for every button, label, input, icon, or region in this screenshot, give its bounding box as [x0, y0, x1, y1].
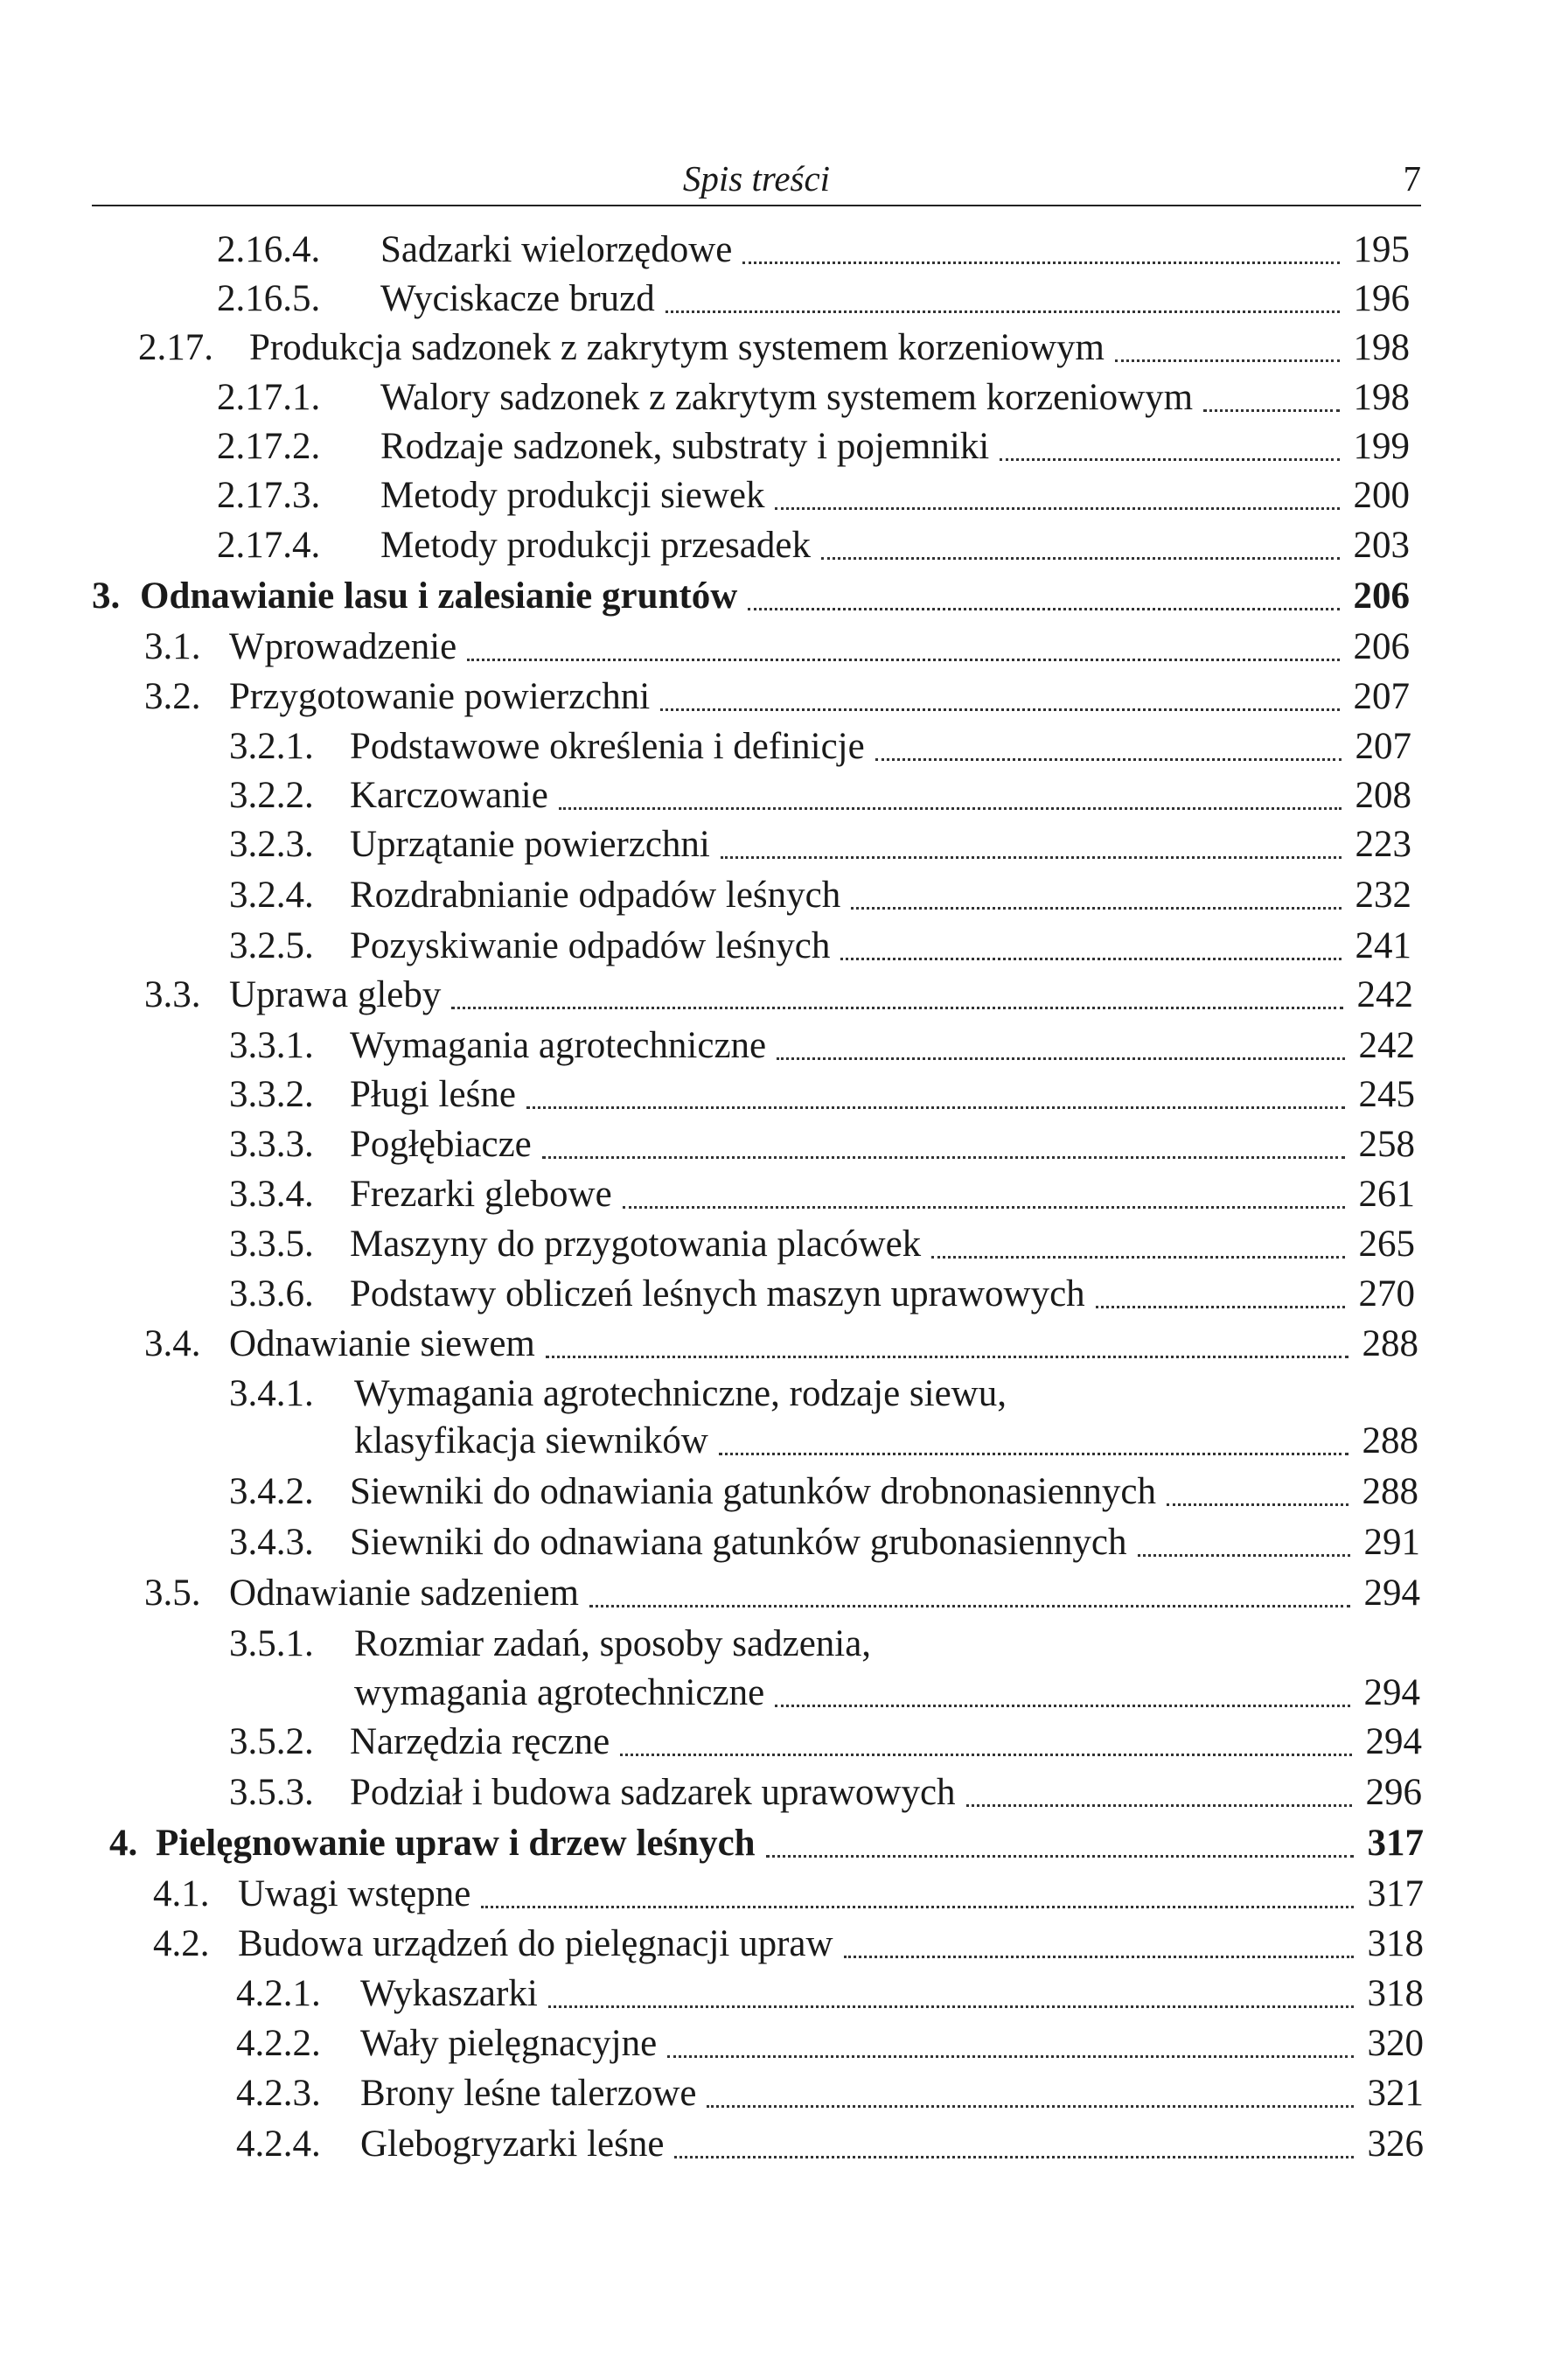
toc-entry-number: 2.17.3.	[217, 475, 321, 516]
dot-leader	[660, 708, 1340, 711]
toc-entry	[153, 1870, 1424, 1919]
dot-leader	[1203, 409, 1340, 412]
toc-entry-number: 3.3.5.	[229, 1224, 314, 1265]
running-title: Spis treści	[682, 158, 831, 199]
dot-leader	[777, 1057, 1345, 1060]
toc-entry	[217, 471, 1410, 520]
toc-entry-number: 3.2.4.	[229, 875, 314, 916]
toc-entry	[229, 771, 1411, 820]
toc-entry-page: 296	[1365, 1772, 1422, 1813]
toc-entry-page: 195	[1353, 229, 1410, 270]
dot-leader	[548, 2005, 1354, 2008]
toc-entry	[217, 226, 1410, 275]
toc-entry	[236, 2069, 1424, 2118]
toc-entry-page: 242	[1358, 1025, 1415, 1066]
dot-leader	[742, 262, 1340, 264]
toc-entry	[144, 1569, 1420, 1618]
toc-entry-number: 2.17.1.	[217, 377, 321, 418]
toc-entry-title: Wymagania agrotechniczne, rodzaje siewu,	[354, 1373, 1007, 1414]
dot-leader	[875, 758, 1342, 761]
toc-entry-title: Odnawianie lasu i zalesianie gruntów	[140, 575, 738, 617]
toc-entry-number: 2.16.4.	[217, 229, 321, 270]
page-number: 7	[1403, 158, 1421, 199]
toc-entry-page: 317	[1367, 1823, 1424, 1864]
dot-leader	[707, 2105, 1354, 2108]
toc-entry-title: Pogłębiacze	[350, 1124, 532, 1165]
toc-entry	[229, 1718, 1422, 1767]
toc-entry-number: 3.4.2.	[229, 1471, 314, 1512]
toc-entry-number: 3.2.2.	[229, 775, 314, 816]
toc-entry-number: 3.4.1.	[229, 1373, 314, 1414]
toc-entry-page: 294	[1363, 1573, 1420, 1614]
dot-leader	[931, 1256, 1345, 1259]
toc-entry-title: Rozmiar zadań, sposoby sadzenia,	[354, 1623, 872, 1664]
toc-entry	[217, 521, 1410, 570]
toc-entry-title: Rodzaje sadzonek, substraty i pojemniki	[380, 426, 990, 467]
toc-entry-page: 208	[1355, 775, 1411, 816]
toc-entry-title: Siewniki do odnawiania gatunków drobnonasiennych	[350, 1471, 1156, 1512]
dot-leader	[666, 310, 1340, 313]
dot-leader	[1000, 458, 1340, 461]
toc-entry-title: Metody produkcji siewek	[380, 475, 765, 516]
toc-entry-title: Odnawianie siewem	[229, 1323, 535, 1364]
toc-entry	[229, 1220, 1415, 1269]
toc-entry-page: 317	[1367, 1873, 1424, 1914]
toc-entry-number: 3.3.6.	[229, 1273, 314, 1315]
toc-entry-title: Narzędzia ręczne	[350, 1721, 610, 1762]
toc-entry-number: 2.17.4.	[217, 525, 321, 566]
toc-entry-page: 261	[1358, 1174, 1415, 1215]
toc-entry-title: Uprzątanie powierzchni	[350, 824, 710, 865]
toc-entry-page: 294	[1365, 1721, 1422, 1762]
dot-leader	[559, 807, 1342, 810]
dot-leader	[667, 2055, 1354, 2058]
toc-entry-page: 320	[1367, 2023, 1424, 2064]
toc-entry-title: Pługi leśne	[350, 1074, 516, 1115]
toc-entry-title: Przygotowanie powierzchni	[229, 676, 651, 717]
toc-entry-number: 3.2.1.	[229, 726, 314, 767]
toc-entry-number: 3.5.1.	[229, 1623, 314, 1664]
toc-entry-number: 3.3.2.	[229, 1074, 314, 1115]
toc-entry-number: 3.3.1.	[229, 1025, 314, 1066]
dot-leader	[844, 1956, 1354, 1958]
toc-entry-title: Glebogryzarki leśne	[360, 2123, 665, 2165]
toc-entry-number: 4.2.4.	[236, 2123, 321, 2165]
dot-leader	[542, 1156, 1345, 1159]
toc-entry	[229, 1768, 1422, 1817]
toc-entry-page: 258	[1358, 1124, 1415, 1165]
toc-entry-title: Karczowanie	[350, 775, 548, 816]
dot-leader	[526, 1106, 1345, 1109]
toc-entry-title: Uprawa gleby	[229, 974, 442, 1015]
toc-entry-page: 270	[1358, 1273, 1415, 1315]
toc-entry-number: 3.3.3.	[229, 1124, 314, 1165]
toc-entry	[229, 1468, 1418, 1517]
dot-leader	[451, 1007, 1343, 1009]
toc-entry	[153, 1920, 1424, 1969]
toc-entry-page: 321	[1367, 2073, 1424, 2114]
toc-entry	[229, 820, 1411, 869]
toc-entry-title: Wykaszarki	[360, 1973, 538, 2014]
toc-entry-page: 200	[1353, 475, 1410, 516]
toc-entry	[229, 1120, 1415, 1169]
toc-entry-title: Budowa urządzeń do pielęgnacji upraw	[238, 1923, 833, 1964]
toc-entry-page: 291	[1363, 1522, 1420, 1563]
toc-entry-title: Brony leśne talerzowe	[360, 2073, 697, 2114]
toc-entry-title: Rozdrabnianie odpadów leśnych	[350, 875, 841, 916]
dot-leader	[1096, 1306, 1345, 1308]
toc-entry-title: Maszyny do przygotowania placówek	[350, 1224, 922, 1265]
toc-entry-number: 4.2.1.	[236, 1973, 321, 2014]
toc-entry-page: 198	[1353, 377, 1410, 418]
toc-entry-page: 207	[1355, 726, 1411, 767]
toc-entry-page: 288	[1362, 1323, 1418, 1364]
toc-entry-title: Wały pielęgnacyjne	[360, 2023, 658, 2064]
toc-entry-title: Uwagi wstępne	[238, 1873, 471, 1914]
toc-entry	[229, 1620, 1259, 1669]
toc-entry-title: Wprowadzenie	[229, 626, 457, 667]
toc-entry-number: 4.	[109, 1823, 138, 1864]
toc-entry-number: 3.2.5.	[229, 925, 314, 966]
toc-entry-title: klasyfikacja siewników	[354, 1420, 708, 1461]
dot-leader	[481, 1906, 1354, 1908]
toc-entry-number: 3.	[92, 575, 121, 617]
toc-entry-page: 198	[1353, 327, 1410, 368]
toc-entry	[229, 922, 1411, 971]
dot-leader	[674, 2156, 1354, 2158]
toc-entry	[236, 1970, 1424, 2019]
toc-entry-title: Metody produkcji przesadek	[380, 525, 811, 566]
toc-entry-number: 3.4.	[144, 1323, 201, 1364]
running-header	[92, 150, 1421, 206]
toc-entry-number: 3.5.3.	[229, 1772, 314, 1813]
toc-entry-number: 3.2.3.	[229, 824, 314, 865]
dot-leader	[719, 1453, 1348, 1455]
toc-chapter-entry	[92, 572, 1410, 621]
dot-leader	[840, 958, 1342, 960]
toc-entry-number: 2.17.2.	[217, 426, 321, 467]
dot-leader	[623, 1206, 1345, 1209]
dot-leader	[748, 608, 1340, 610]
toc-entry	[217, 422, 1410, 471]
toc-entry	[144, 623, 1410, 672]
toc-entry-title: Walory sadzonek z zakrytym systemem korzeniowym	[380, 377, 1194, 418]
toc-entry-page: 318	[1367, 1973, 1424, 2014]
toc-entry-number: 3.1.	[144, 626, 201, 667]
toc-entry-number: 4.2.3.	[236, 2073, 321, 2114]
toc-entry-number: 3.3.	[144, 974, 201, 1015]
toc-entry	[236, 2019, 1424, 2068]
dot-leader	[775, 1705, 1350, 1707]
toc-entry-title: Wymagania agrotechniczne	[350, 1025, 767, 1066]
toc-entry-page: 241	[1355, 925, 1411, 966]
toc-entry-page: 196	[1353, 278, 1410, 319]
toc-entry	[217, 373, 1410, 422]
toc-entry	[229, 1669, 1420, 1718]
toc-entry	[229, 1270, 1415, 1319]
toc-entry-title: Podział i budowa sadzarek uprawowych	[350, 1772, 956, 1813]
toc-entry-page: 206	[1353, 626, 1410, 667]
toc-entry	[144, 673, 1410, 722]
toc-entry-number: 4.2.	[153, 1923, 210, 1964]
toc-chapter-entry	[109, 1819, 1424, 1868]
toc-entry-title: Wyciskacze bruzd	[380, 278, 655, 319]
dot-leader	[766, 1855, 1354, 1858]
toc-entry	[144, 971, 1413, 1020]
toc-entry-title: Podstawowe określenia i definicje	[350, 726, 865, 767]
toc-entry-page: 223	[1355, 824, 1411, 865]
toc-entry-page: 288	[1362, 1420, 1418, 1461]
dot-leader	[721, 856, 1342, 859]
toc-entry-page: 326	[1367, 2123, 1424, 2165]
toc-entry	[229, 1417, 1418, 1466]
dot-leader	[620, 1754, 1352, 1756]
toc-entry	[229, 1022, 1415, 1070]
toc-entry-page: 199	[1353, 426, 1410, 467]
toc-entry-number: 2.16.5.	[217, 278, 321, 319]
toc-entry-number: 3.4.3.	[229, 1522, 314, 1563]
toc-entry-page: 294	[1363, 1672, 1420, 1713]
toc-entry	[217, 275, 1410, 324]
dot-leader	[1138, 1554, 1351, 1557]
toc-entry-number: 3.5.2.	[229, 1721, 314, 1762]
toc-entry-title: Sadzarki wielorzędowe	[380, 229, 733, 270]
toc-entry	[229, 1370, 1259, 1419]
dot-leader	[775, 507, 1340, 510]
dot-leader	[467, 659, 1340, 661]
toc-entry	[229, 871, 1411, 920]
dot-leader	[1115, 359, 1340, 362]
toc-entry-title: Produkcja sadzonek z zakrytym systemem korzeniowym	[249, 327, 1105, 368]
toc-entry-page: 206	[1353, 575, 1410, 617]
toc-entry-title: Odnawianie sadzeniem	[229, 1573, 579, 1614]
dot-leader	[589, 1605, 1350, 1607]
toc-entry-title: Pielęgnowanie upraw i drzew leśnych	[156, 1823, 756, 1864]
toc-entry-page: 203	[1353, 525, 1410, 566]
toc-entry-page: 288	[1362, 1471, 1418, 1512]
toc-entry	[229, 1518, 1420, 1567]
toc-entry	[138, 324, 1410, 373]
dot-leader	[821, 557, 1340, 560]
toc-entry-page: 245	[1358, 1074, 1415, 1115]
toc-entry	[236, 2120, 1424, 2169]
dot-leader	[966, 1804, 1352, 1807]
toc-entry-number: 2.17.	[138, 327, 213, 368]
toc-entry-number: 4.1.	[153, 1873, 210, 1914]
toc-entry-number: 4.2.2.	[236, 2023, 321, 2064]
toc-entry-page: 318	[1367, 1923, 1424, 1964]
dot-leader	[1167, 1503, 1348, 1506]
toc-entry	[229, 1170, 1415, 1219]
toc-entry-number: 3.5.	[144, 1573, 201, 1614]
toc-entry	[144, 1320, 1418, 1369]
toc-entry-page: 265	[1358, 1224, 1415, 1265]
dot-leader	[546, 1356, 1348, 1358]
toc-entry-page: 232	[1355, 875, 1411, 916]
toc-entry-number: 3.3.4.	[229, 1174, 314, 1215]
toc-entry-title: Podstawy obliczeń leśnych maszyn uprawowych	[350, 1273, 1085, 1315]
toc-entry-page: 242	[1356, 974, 1413, 1015]
toc-entry-title: wymagania agrotechniczne	[354, 1672, 765, 1713]
toc-entry-title: Pozyskiwanie odpadów leśnych	[350, 925, 831, 966]
dot-leader	[851, 907, 1342, 910]
toc-entry-title: Siewniki do odnawiana gatunków grubonasiennych	[350, 1522, 1127, 1563]
toc-entry-page: 207	[1353, 676, 1410, 717]
toc-entry	[229, 722, 1411, 771]
toc-entry-number: 3.2.	[144, 676, 201, 717]
toc-entry-title: Frezarki glebowe	[350, 1174, 612, 1215]
toc-entry	[229, 1070, 1415, 1119]
